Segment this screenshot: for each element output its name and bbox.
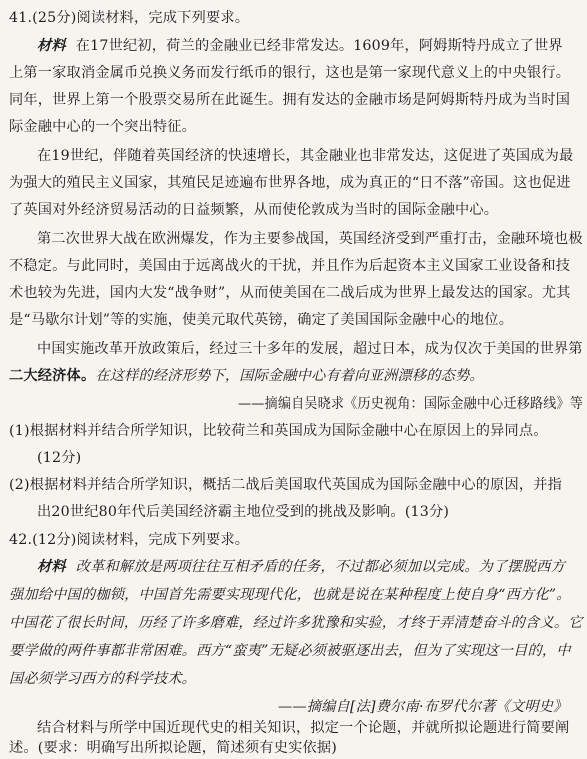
q41-subquestion-1: (1)根据材料并结合所学知识，比较荷兰和英国成为国际金融中心在原因上的异同点。: [9, 423, 548, 439]
q41-source: ——摘编自吴晓求《历史视角：国际金融中心迁移路线》等: [238, 396, 584, 412]
q41-subquestion-1-score: (12分): [37, 450, 82, 466]
q41-material-1-line-1: 材料 在17世纪初，荷兰的金融业已经非常发达。1609年，阿姆斯特丹成立了世界: [37, 38, 563, 54]
q41-material-label: 材料: [37, 38, 66, 54]
q42-task-line-1: 结合材料与所学中国近现代史的相关知识，拟定一个论题，并就所拟论题进行简要阐: [37, 720, 570, 736]
q42-material-line-3: 中国花了很长时间，历经了许多磨难，经过许多犹豫和实验，才终于弄清楚奋斗的含义。它: [9, 615, 583, 631]
q41-material-1-line-2: 上第一家取消金属币兑换义务而发行纸币的银行，这也是第一家现代意义上的中央银行。: [9, 65, 571, 81]
q41-material-3-line-2: 不稳定。与此同时，美国由于远离战火的干扰，并且作为后起资本主义国家工业设备和技: [9, 258, 571, 274]
q41-material-4-line-2: 二大经济体。在这样的经济形势下，国际金融中心有着向亚洲漂移的态势。: [9, 368, 484, 384]
q42-material-line-1: 材料 改革和解放是两项往往互相矛盾的任务，不过都必须加以完成。为了摆脱西方: [37, 559, 565, 575]
q42-material-label: 材料: [37, 559, 66, 575]
q41-material-1-line-3: 同年，世界上第一个股票交易所在此诞生。拥有发达的金融市场是阿姆斯特丹成为当时国: [9, 92, 571, 108]
q41-subquestion-2-cont: 出20世纪80年代后美国经济霸主地位受到的挑战及影响。(13分): [37, 504, 450, 520]
q41-material-3-line-3: 术也较为先进，国内大发“战争财”，从而使美国在二战后成为世界上最发达的国家。尤其: [9, 285, 571, 301]
q41-material-1-line-4: 际金融中心的一个突出特征。: [9, 119, 197, 135]
q42-task-line-2: 述。(要求：明确写出所拟论题，简述须有史实依据): [9, 740, 337, 756]
q41-material-2-line-1: 在19世纪，伴随着英国经济的快速增长，其金融业也非常发达，这促进了英国成为最: [37, 148, 574, 164]
q42-heading: 42.(12分)阅读材料，完成下列要求。: [9, 532, 250, 548]
q41-material-3-line-1: 第二次世界大战在欧洲爆发，作为主要参战国，英国经济受到严重打击，金融环境也极: [37, 231, 583, 247]
q42-material-line-2: 强加给中国的枷锁，中国首先需要实现现代化，也就是说在某种程度上使自身“西方化”。: [9, 587, 571, 603]
q41-material-3-line-4: 是“马歇尔计划”等的实施，使美元取代英镑，确定了美国国际金融中心的地位。: [9, 312, 514, 328]
q42-material-line-4: 要学做的两件事都非常困难。西方“蛮夷”无疑必须被驱逐出去，但为了实现这一目的，中: [9, 643, 571, 659]
q41-heading: 41.(25分)阅读材料，完成下列要求。: [9, 10, 250, 26]
q42-material-line-5: 国必须学习西方的科学技术。: [9, 671, 197, 687]
q41-subquestion-2: (2)根据材料并结合所学知识，概括二战后美国取代英国成为国际金融中心的原因，并指: [9, 477, 563, 493]
q41-material-2-line-3: 了英国对外经济贸易活动的日益频繁，从而使伦敦成为当时的国际金融中心。: [9, 202, 499, 218]
q41-material-2-line-2: 为强大的殖民主义国家，其殖民足迹遍布世界各地，成为真正的“日不落”帝国。这也促进: [9, 175, 571, 191]
q42-source: ——摘编自[法]费尔南·布罗代尔著《文明史》: [278, 699, 568, 715]
q41-material-4-line-1: 中国实施改革开放政策后，经过三十多年的发展，超过日本，成为仅次于美国的世界第: [37, 341, 583, 357]
